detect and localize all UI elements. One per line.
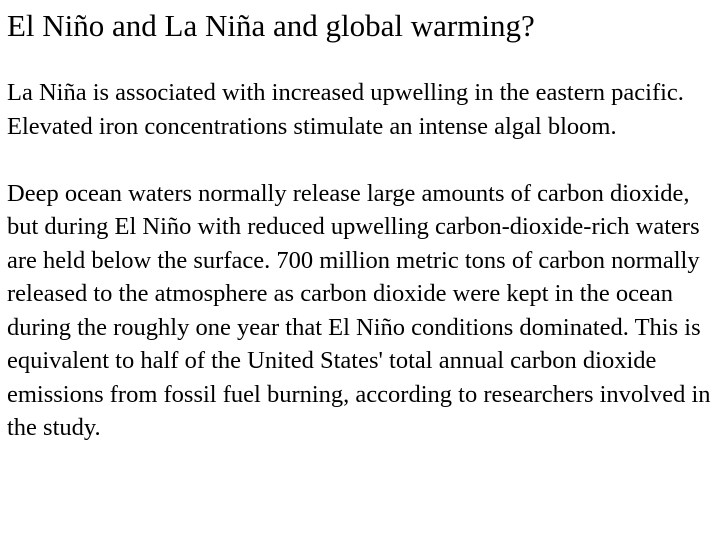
paragraph-spacer	[7, 143, 713, 177]
slide-body	[7, 76, 713, 445]
paragraph-el-nino: Deep ocean waters normally release large amounts of carbon dioxide, but during El Niño with reduced upwelling carbon-dioxide-rich waters are held below the surface. 700 million metric tons of carbon normally released to the atmosphere as carbon dioxide were kept in the ocean during the roughly one year that El Niño conditions dominated. This is equivalent to half of the United States' total annual carbon dioxide emissions from fossil fuel burning, according to researchers involved in the study.	[7, 179, 711, 441]
paragraph-la-nina: La Niña is associated with increased upwelling in the eastern pacific. Elevated iron concentrations stimulate an intense algal bloom.	[7, 79, 684, 140]
slide-title: El Niño and La Niña and global warming?	[7, 8, 535, 43]
